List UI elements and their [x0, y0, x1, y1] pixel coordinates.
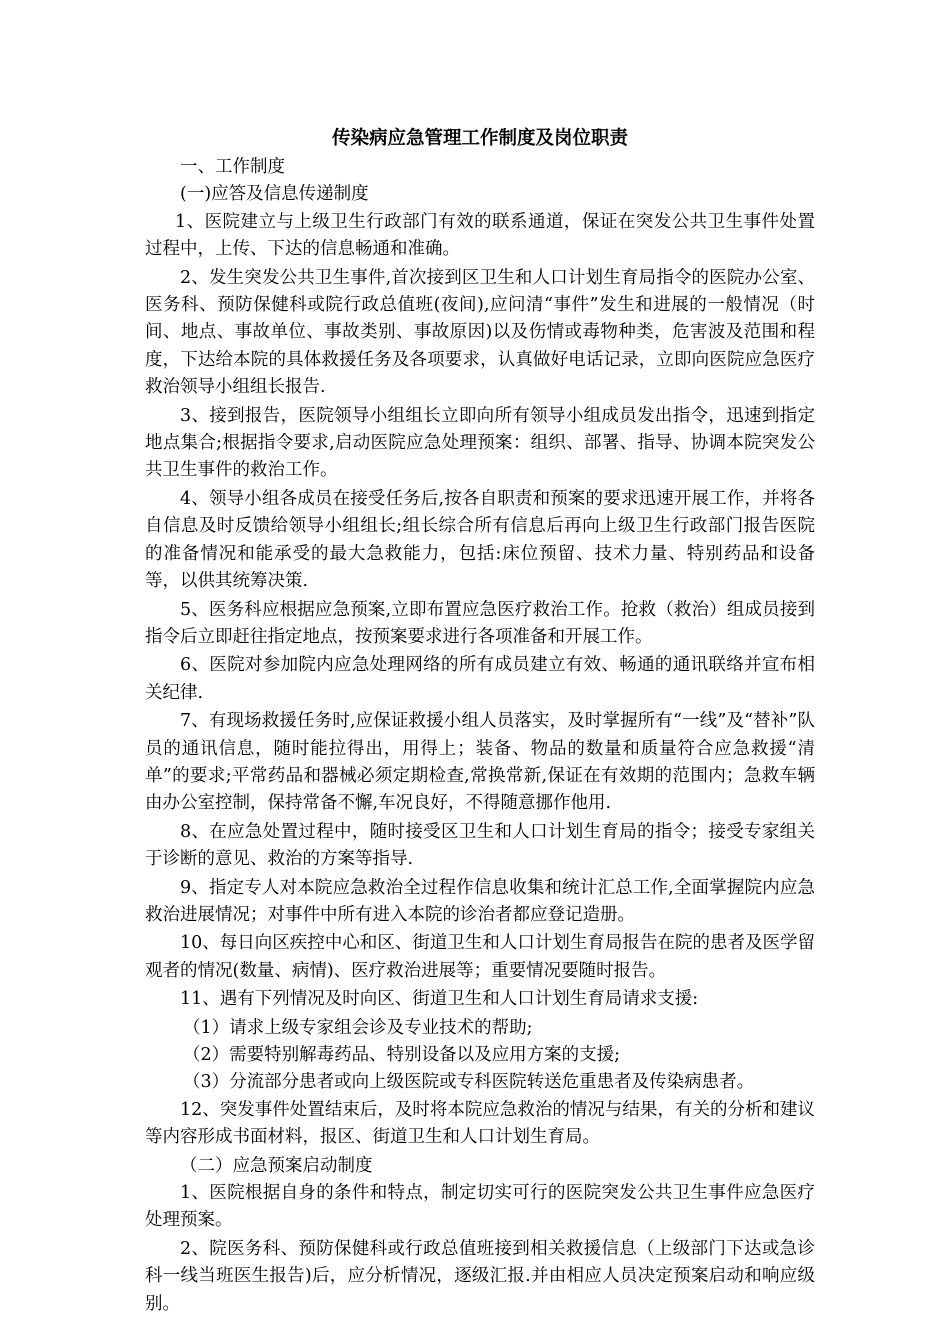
paragraph: 10、每日向区疾控中心和区、街道卫生和人口计划生育局报告在院的患者及医学留观者的情况(数量、病情)、医疗救治进展等；重要情况要随时报告。: [145, 933, 815, 981]
paragraph: 5、医务科应根据应急预案,立即布置应急医疗救治工作。抢救（救治）组成员接到指令后立即赶往指定地点，按预案要求进行各项准备和开展工作。: [145, 599, 815, 647]
paragraph: 3、接到报告，医院领导小组组长立即向所有领导小组成员发出指令，迅速到指定地点集合;根据指令要求,启动医院应急处理预案：组织、部署、指导、协调本院突发公共卫生事件的救治工作。: [145, 405, 815, 481]
document-page: [145, 125, 815, 1319]
document-title: 传染病应急管理工作制度及岗位职责: [331, 128, 628, 149]
list-item: （2）需要特别解毒药品、特别设备以及应用方案的支援;: [183, 1045, 621, 1065]
paragraph: 6、医院对参加院内应急处理网络的所有成员建立有效、畅通的通讯联络并宣布相关纪律.: [145, 655, 815, 703]
paragraph: 1、医院建立与上级卫生行政部门有效的联系通道，保证在突发公共卫生事件处置过程中，上传、下达的信息畅通和准确。: [145, 211, 815, 260]
paragraph: 9、指定专人对本院应急救治全过程作信息收集和统计汇总工作,全面掌握院内应急救治进展情况；对事件中所有进入本院的诊治者都应登记造册。: [145, 877, 815, 925]
list-item: （1）请求上级专家组会诊及专业技术的帮助;: [183, 1017, 533, 1038]
paragraph: 4、领导小组各成员在接受任务后,按各自职责和预案的要求迅速开展工作，并将各自信息及时反馈给领导小组组长;组长综合所有信息后再向上级卫生行政部门报告医院的准备情况和能承受的最大急救能力，包括:床位预留、技术力量、特别药品和设备等，以供其统筹决策.: [145, 488, 815, 592]
paragraph: 12、突发事件处置结束后，及时将本院应急救治的情况与结果，有关的分析和建议等内容形成书面材料，报区、街道卫生和人口计划生育局。: [145, 1099, 815, 1148]
section-heading: 一、工作制度: [180, 157, 285, 177]
paragraph: 7、有现场救援任务时,应保证救援小组人员落实，及时掌握所有“一线”及“替补”队员的通讯信息，随时能拉得出，用得上；装备、物品的数量和质量符合应急救援“清单”的要求;平常药品和器械必须定期检查,常换常新,保证在有效期的范围内；急救车辆由办公室控制，保持常备不懈,车况良好，不得随意挪作他用.: [145, 711, 815, 814]
paragraph: 2、院医务科、预防保健科或行政总值班接到相关救援信息（上级部门下达或急诊科一线当班医生报告)后，应分析情况，逐级汇报.并由相应人员决定预案启动和响应级别。: [145, 1238, 815, 1314]
list-item: （3）分流部分患者或向上级医院或专科医院转送危重患者及传染病患者。: [183, 1072, 755, 1093]
paragraph: 1、医院根据自身的条件和特点，制定切实可行的医院突发公共卫生事件应急医疗处理预案。: [145, 1183, 815, 1231]
paragraph: 11、遇有下列情况及时向区、街道卫生和人口计划生育局请求支援:: [180, 989, 699, 1010]
paragraph: 2、发生突发公共卫生事件,首次接到区卫生和人口计划生育局指令的医院办公室、医务科、预防保健科或院行政总值班(夜间),应问清“事件”发生和进展的一般情况（时间、地点、事故单位、事故类别、事故原因)以及伤情或毒物种类，危害波及范围和程度，下达给本院的具体救援任务及各项要求，认真做好电话记录，立即向医院应急医疗救治领导小组组长报告.: [145, 267, 815, 398]
paragraph: 8、在应急处置过程中，随时接受区卫生和人口计划生育局的指令；接受专家组关于诊断的意见、救治的方案等指导.: [145, 821, 815, 870]
subsection-heading: （二）应急预案启动制度: [180, 1155, 373, 1176]
subsection-heading: (一)应答及信息传递制度: [180, 184, 369, 205]
